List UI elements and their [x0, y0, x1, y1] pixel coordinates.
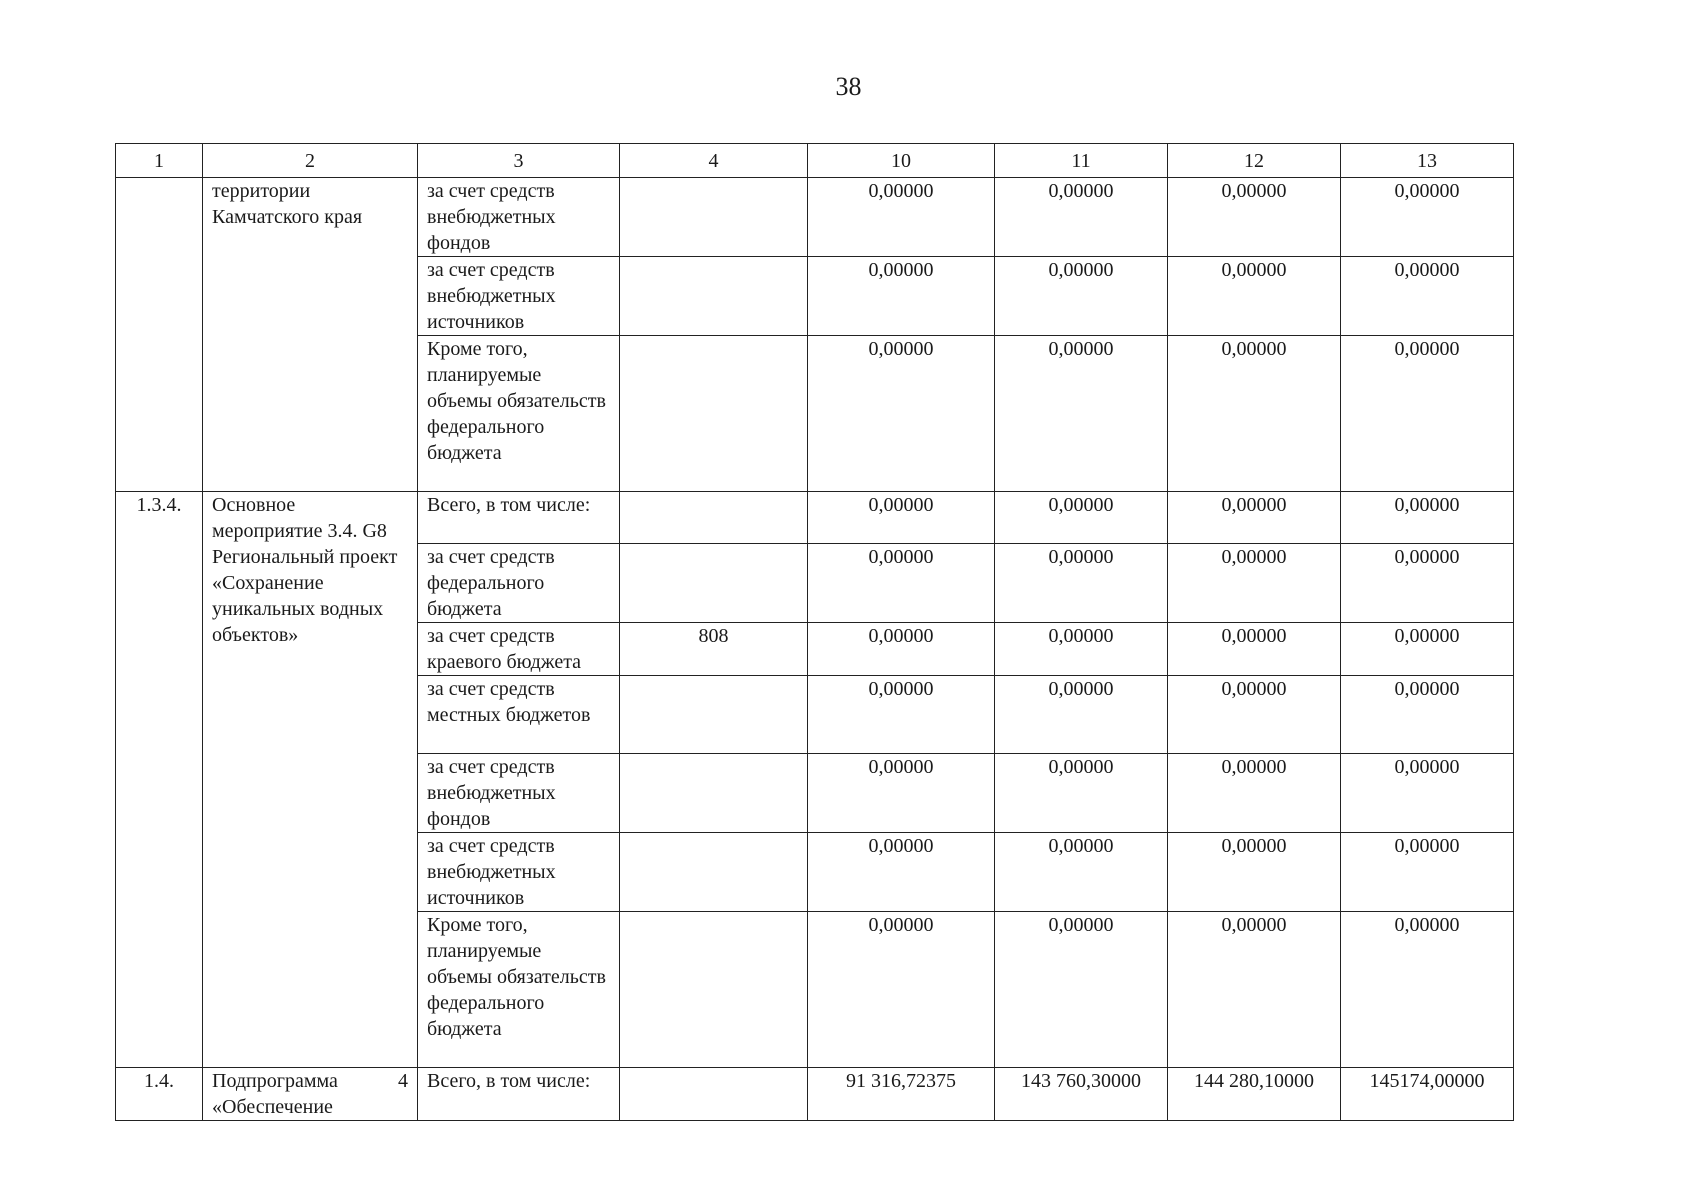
budget-code	[620, 492, 808, 544]
value-cell: 0,00000	[995, 257, 1168, 336]
budget-code	[620, 1068, 808, 1121]
value-cell: 0,00000	[808, 492, 995, 544]
value-cell: 0,00000	[1341, 544, 1514, 623]
value-cell: 0,00000	[1168, 623, 1341, 676]
value-cell: 0,00000	[1341, 912, 1514, 1068]
budget-code	[620, 754, 808, 833]
budget-code: 808	[620, 623, 808, 676]
table-row	[116, 1068, 1514, 1121]
value-cell: 0,00000	[808, 754, 995, 833]
item-number	[116, 178, 203, 492]
item-name-part: Подпрограмма	[212, 1070, 338, 1092]
value-cell: 0,00000	[995, 178, 1168, 257]
budget-code	[620, 257, 808, 336]
value-cell: 0,00000	[1341, 178, 1514, 257]
value-cell: 0,00000	[1168, 676, 1341, 754]
table-row	[116, 492, 1514, 544]
header-cell: 3	[418, 144, 620, 178]
item-name-part: 4	[398, 1070, 408, 1092]
funding-source: Кроме того, планируемые объемы обязательств федерального бюджета	[418, 912, 620, 1068]
header-cell: 13	[1341, 144, 1514, 178]
value-cell: 0,00000	[995, 623, 1168, 676]
funding-source: Кроме того, планируемые объемы обязательств федерального бюджета	[418, 336, 620, 492]
value-cell: 0,00000	[808, 336, 995, 492]
value-cell: 0,00000	[995, 912, 1168, 1068]
funding-source: за счет средств внебюджетных фондов	[418, 754, 620, 833]
value-cell: 0,00000	[995, 754, 1168, 833]
item-name: Основное мероприятие 3.4. G8 Региональный проект «Сохранение уникальных водных объектов»	[203, 492, 418, 1068]
header-cell: 12	[1168, 144, 1341, 178]
value-cell: 0,00000	[808, 833, 995, 912]
value-cell: 144 280,10000	[1168, 1068, 1341, 1121]
header-cell: 4	[620, 144, 808, 178]
value-cell: 0,00000	[1341, 336, 1514, 492]
budget-code	[620, 912, 808, 1068]
value-cell: 0,00000	[808, 257, 995, 336]
value-cell: 0,00000	[808, 544, 995, 623]
budget-code	[620, 676, 808, 754]
item-name	[203, 1068, 418, 1121]
value-cell: 0,00000	[1341, 623, 1514, 676]
value-cell: 91 316,72375	[808, 1068, 995, 1121]
header-row	[116, 144, 1514, 178]
value-cell: 0,00000	[1168, 178, 1341, 257]
funding-source: Всего, в том числе:	[418, 492, 620, 544]
value-cell: 0,00000	[995, 833, 1168, 912]
value-cell: 0,00000	[995, 492, 1168, 544]
value-cell: 0,00000	[808, 912, 995, 1068]
funding-source: за счет средств местных бюджетов	[418, 676, 620, 754]
value-cell: 0,00000	[808, 178, 995, 257]
value-cell: 0,00000	[995, 544, 1168, 623]
funding-source: за счет средств внебюджетных фондов	[418, 178, 620, 257]
page-number: 38	[835, 72, 862, 101]
budget-code	[620, 178, 808, 257]
value-cell: 0,00000	[1168, 833, 1341, 912]
budget-code	[620, 833, 808, 912]
value-cell: 0,00000	[1168, 257, 1341, 336]
value-cell: 0,00000	[808, 623, 995, 676]
value-cell: 0,00000	[1168, 754, 1341, 833]
value-cell: 0,00000	[1341, 492, 1514, 544]
value-cell: 0,00000	[1168, 544, 1341, 623]
item-number: 1.4.	[116, 1068, 203, 1121]
header-cell: 2	[203, 144, 418, 178]
value-cell: 0,00000	[1168, 912, 1341, 1068]
value-cell: 0,00000	[995, 676, 1168, 754]
item-name-part: «Обеспечение	[212, 1096, 333, 1118]
value-cell: 0,00000	[1341, 257, 1514, 336]
funding-source: за счет средств федерального бюджета	[418, 544, 620, 623]
item-number: 1.3.4.	[116, 492, 203, 1068]
item-name: территории Камчатского края	[203, 178, 418, 492]
budget-code	[620, 336, 808, 492]
value-cell: 0,00000	[995, 336, 1168, 492]
value-cell: 145174,00000	[1341, 1068, 1514, 1121]
budget-table	[115, 143, 1514, 1121]
value-cell: 0,00000	[1168, 492, 1341, 544]
funding-source: за счет средств внебюджетных источников	[418, 833, 620, 912]
value-cell: 0,00000	[1341, 754, 1514, 833]
value-cell: 0,00000	[808, 676, 995, 754]
value-cell: 0,00000	[1168, 336, 1341, 492]
budget-code	[620, 544, 808, 623]
value-cell: 0,00000	[1341, 676, 1514, 754]
header-cell: 10	[808, 144, 995, 178]
header-cell: 1	[116, 144, 203, 178]
funding-source: Всего, в том числе:	[418, 1068, 620, 1121]
table-row	[116, 178, 1514, 257]
value-cell: 0,00000	[1341, 833, 1514, 912]
value-cell: 143 760,30000	[995, 1068, 1168, 1121]
funding-source: за счет средств краевого бюджета	[418, 623, 620, 676]
header-cell: 11	[995, 144, 1168, 178]
funding-source: за счет средств внебюджетных источников	[418, 257, 620, 336]
